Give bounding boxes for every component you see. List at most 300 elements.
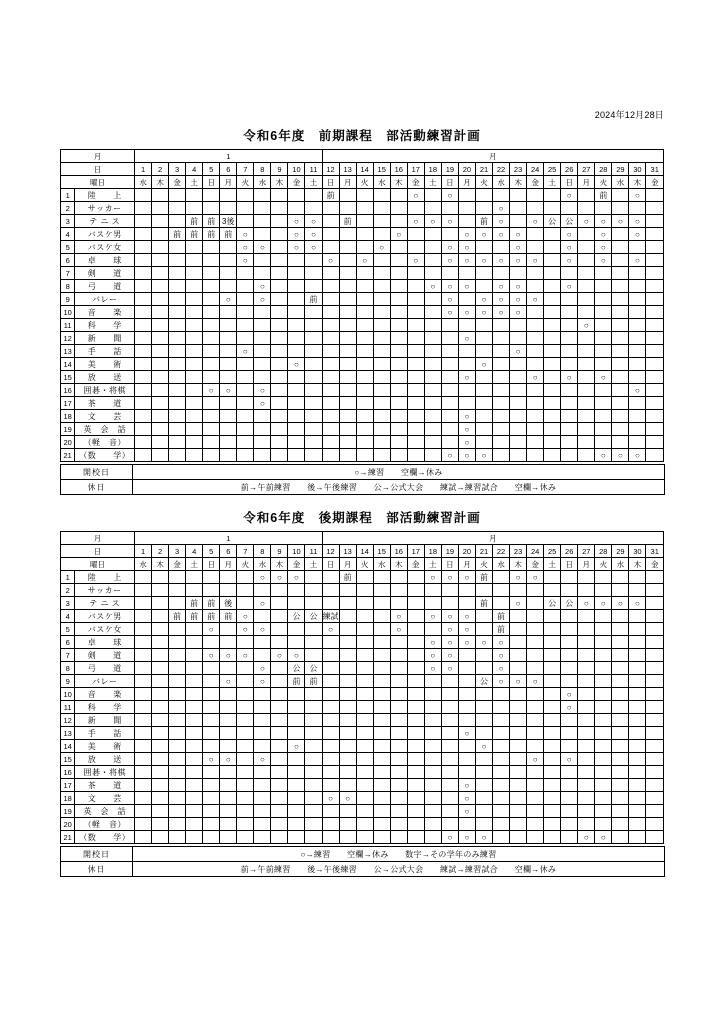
schedule-cell	[271, 831, 288, 844]
schedule-cell	[629, 662, 646, 675]
day-header: 7	[237, 163, 254, 176]
club-number: 16	[61, 384, 75, 397]
day-header: 14	[356, 545, 373, 558]
schedule-cell	[305, 189, 322, 202]
schedule-cell	[373, 753, 390, 766]
club-name: 文 芸	[75, 792, 135, 805]
schedule-cell	[527, 714, 544, 727]
schedule-cell	[561, 384, 578, 397]
schedule-cell	[305, 636, 322, 649]
schedule-cell	[646, 818, 664, 831]
schedule-cell	[493, 423, 510, 436]
schedule-cell: ○	[237, 649, 254, 662]
header-label-month: 月	[61, 532, 135, 545]
day-header: 26	[561, 545, 578, 558]
weekday-header: 土	[305, 176, 322, 189]
schedule-cell	[271, 241, 288, 254]
schedule-cell	[203, 319, 220, 332]
club-name: 手 話	[75, 345, 135, 358]
club-number: 9	[61, 293, 75, 306]
schedule-cell	[339, 779, 356, 792]
schedule-cell	[561, 423, 578, 436]
schedule-cell	[220, 714, 237, 727]
schedule-cell	[373, 662, 390, 675]
schedule-cell	[135, 571, 152, 584]
weekday-header: 土	[424, 176, 441, 189]
schedule-cell	[169, 254, 186, 267]
schedule-cell	[373, 584, 390, 597]
schedule-cell: ○	[390, 228, 407, 241]
schedule-cell	[646, 636, 664, 649]
schedule-cell	[561, 410, 578, 423]
schedule-cell	[578, 436, 595, 449]
schedule-cell	[629, 753, 646, 766]
schedule-cell: 前	[186, 215, 203, 228]
schedule-cell	[152, 371, 169, 384]
schedule-cell	[646, 779, 664, 792]
schedule-cell	[271, 662, 288, 675]
schedule-cell	[186, 397, 203, 410]
schedule-cell	[441, 584, 458, 597]
schedule-cell	[578, 805, 595, 818]
schedule-cell	[646, 766, 664, 779]
schedule-cell	[441, 423, 458, 436]
day-header: 22	[493, 545, 510, 558]
schedule-cell	[135, 818, 152, 831]
schedule-cell	[135, 397, 152, 410]
schedule-cell: ○	[595, 228, 612, 241]
schedule-cell	[424, 436, 441, 449]
schedule-cell	[237, 358, 254, 371]
club-number: 2	[61, 202, 75, 215]
day-header: 21	[475, 545, 492, 558]
schedule-cell	[578, 332, 595, 345]
schedule-cell	[646, 306, 664, 319]
day-header: 16	[390, 163, 407, 176]
schedule-cell	[527, 766, 544, 779]
schedule-cell	[237, 449, 254, 462]
weekday-header: 月	[458, 176, 475, 189]
weekday-header: 金	[288, 558, 305, 571]
schedule-cell	[527, 358, 544, 371]
schedule-cell	[203, 571, 220, 584]
schedule-cell: ○	[629, 384, 646, 397]
schedule-cell	[288, 779, 305, 792]
schedule-cell	[288, 831, 305, 844]
header-row-weekday	[61, 176, 664, 189]
schedule-cell	[407, 202, 424, 215]
schedule-cell	[339, 597, 356, 610]
schedule-cell	[135, 805, 152, 818]
schedule-cell	[441, 779, 458, 792]
schedule-cell	[339, 397, 356, 410]
weekday-header: 金	[407, 558, 424, 571]
schedule-cell	[475, 410, 492, 423]
schedule-cell	[646, 792, 664, 805]
schedule-cell	[629, 831, 646, 844]
schedule-cell	[254, 727, 271, 740]
schedule-cell	[305, 792, 322, 805]
schedule-cell	[458, 688, 475, 701]
club-name: （数 学）	[75, 831, 135, 844]
club-number: 14	[61, 358, 75, 371]
schedule-cell	[493, 397, 510, 410]
schedule-cell	[646, 280, 664, 293]
schedule-cell	[322, 636, 339, 649]
weekday-header: 火	[475, 176, 492, 189]
schedule-cell: ○	[237, 345, 254, 358]
schedule-cell: ○	[254, 571, 271, 584]
schedule-cell	[646, 319, 664, 332]
schedule-cell	[373, 701, 390, 714]
schedule-cell	[510, 805, 527, 818]
schedule-cell: ○	[237, 254, 254, 267]
schedule-cell	[646, 623, 664, 636]
schedule-cell	[152, 436, 169, 449]
schedule-cell: ○	[527, 215, 544, 228]
schedule-cell	[561, 202, 578, 215]
club-name: 卓 球	[75, 254, 135, 267]
schedule-cell	[612, 636, 629, 649]
schedule-cell	[237, 753, 254, 766]
schedule-cell	[527, 818, 544, 831]
schedule-cell: ○	[510, 228, 527, 241]
schedule-cell	[356, 714, 373, 727]
schedule-cell	[646, 740, 664, 753]
schedule-cell	[595, 410, 612, 423]
schedule-cell: ○	[441, 189, 458, 202]
schedule-cell: ○	[203, 384, 220, 397]
schedule-cell	[407, 662, 424, 675]
schedule-cell: ○	[254, 384, 271, 397]
schedule-cell	[441, 727, 458, 740]
schedule-cell	[186, 662, 203, 675]
schedule-cell	[544, 753, 561, 766]
schedule-cell	[441, 675, 458, 688]
schedule-cell	[169, 636, 186, 649]
schedule-cell	[578, 701, 595, 714]
schedule-cell: 前	[322, 189, 339, 202]
schedule-cell	[390, 202, 407, 215]
schedule-cell	[152, 571, 169, 584]
club-number: 8	[61, 280, 75, 293]
schedule-cell	[544, 332, 561, 345]
schedule-cell	[475, 662, 492, 675]
schedule-cell	[339, 649, 356, 662]
schedule-cell	[527, 332, 544, 345]
schedule-cell: ○	[475, 831, 492, 844]
schedule-cell: ○	[561, 753, 578, 766]
schedule-cell	[288, 727, 305, 740]
schedule-cell	[254, 410, 271, 423]
schedule-cell: ○	[288, 228, 305, 241]
schedule-cell	[475, 280, 492, 293]
day-header: 19	[441, 545, 458, 558]
schedule-cell	[254, 254, 271, 267]
club-number: 6	[61, 636, 75, 649]
day-header: 2	[152, 545, 169, 558]
schedule-cell	[135, 241, 152, 254]
schedule-cell	[135, 649, 152, 662]
schedule-cell	[578, 241, 595, 254]
schedule-cell	[254, 714, 271, 727]
schedule-cell	[271, 397, 288, 410]
table-row	[61, 623, 664, 636]
schedule-cell	[271, 384, 288, 397]
schedule-cell	[373, 597, 390, 610]
schedule-cell	[475, 241, 492, 254]
schedule-cell	[595, 384, 612, 397]
schedule-cell: 前	[186, 610, 203, 623]
schedule-cell	[186, 623, 203, 636]
schedule-cell	[646, 410, 664, 423]
schedule-cell	[527, 410, 544, 423]
schedule-cell	[339, 371, 356, 384]
legend-label: 休日	[61, 862, 133, 877]
schedule-cell	[152, 688, 169, 701]
schedule-cell	[612, 410, 629, 423]
schedule-cell	[646, 384, 664, 397]
month-value: 1	[135, 532, 323, 545]
schedule-cell	[527, 779, 544, 792]
schedule-cell: ○	[527, 293, 544, 306]
schedule-cell	[544, 436, 561, 449]
schedule-cell	[475, 792, 492, 805]
schedule-cell	[527, 345, 544, 358]
schedule-cell	[475, 805, 492, 818]
schedule-cell: ○	[493, 215, 510, 228]
schedule-cell	[544, 818, 561, 831]
schedule-cell	[646, 688, 664, 701]
schedule-cell	[271, 449, 288, 462]
schedule-cell	[288, 753, 305, 766]
schedule-cell	[612, 649, 629, 662]
schedule-cell	[424, 384, 441, 397]
schedule-cell	[152, 649, 169, 662]
schedule-cell	[612, 332, 629, 345]
day-header: 19	[441, 163, 458, 176]
schedule-cell	[424, 267, 441, 280]
schedule-cell	[203, 805, 220, 818]
schedule-cell	[254, 228, 271, 241]
schedule-cell	[578, 571, 595, 584]
schedule-cell	[390, 636, 407, 649]
schedule-cell	[135, 267, 152, 280]
schedule-cell: 3後	[220, 215, 237, 228]
schedule-cell	[475, 610, 492, 623]
schedule-cell: ○	[441, 280, 458, 293]
schedule-body-first-term	[61, 150, 664, 462]
schedule-cell: ○	[493, 306, 510, 319]
header-label-weekday: 曜日	[61, 176, 135, 189]
schedule-cell: 前	[203, 215, 220, 228]
schedule-cell	[629, 805, 646, 818]
schedule-cell	[271, 610, 288, 623]
schedule-cell	[186, 306, 203, 319]
schedule-cell	[135, 792, 152, 805]
schedule-cell	[493, 319, 510, 332]
schedule-cell	[441, 701, 458, 714]
schedule-cell	[441, 332, 458, 345]
schedule-cell	[186, 779, 203, 792]
schedule-cell	[373, 358, 390, 371]
schedule-cell	[373, 228, 390, 241]
schedule-cell	[322, 584, 339, 597]
schedule-cell: ○	[441, 636, 458, 649]
schedule-cell	[152, 597, 169, 610]
schedule-cell	[220, 345, 237, 358]
schedule-cell	[544, 662, 561, 675]
schedule-cell	[373, 727, 390, 740]
schedule-cell	[135, 727, 152, 740]
schedule-cell	[407, 293, 424, 306]
schedule-cell	[322, 805, 339, 818]
schedule-cell: ○	[373, 241, 390, 254]
schedule-cell	[527, 189, 544, 202]
schedule-cell	[254, 649, 271, 662]
schedule-cell	[271, 436, 288, 449]
schedule-cell	[135, 254, 152, 267]
schedule-cell	[271, 584, 288, 597]
schedule-cell: ○	[629, 597, 646, 610]
schedule-cell	[629, 714, 646, 727]
schedule-cell	[135, 345, 152, 358]
schedule-cell: ○	[458, 410, 475, 423]
schedule-cell	[458, 675, 475, 688]
schedule-cell	[356, 215, 373, 228]
club-number: 7	[61, 267, 75, 280]
table-row	[61, 254, 664, 267]
club-number: 19	[61, 423, 75, 436]
club-name: バスケ男	[75, 228, 135, 241]
schedule-cell	[339, 688, 356, 701]
schedule-cell: ○	[424, 215, 441, 228]
schedule-cell	[390, 727, 407, 740]
schedule-cell	[612, 267, 629, 280]
schedule-cell	[186, 332, 203, 345]
schedule-cell	[186, 436, 203, 449]
header-row-month	[61, 532, 664, 545]
weekday-header: 金	[527, 176, 544, 189]
weekday-header: 土	[186, 558, 203, 571]
schedule-cell	[441, 805, 458, 818]
schedule-cell	[493, 267, 510, 280]
schedule-cell	[203, 701, 220, 714]
schedule-cell: 前	[203, 597, 220, 610]
day-header: 5	[203, 545, 220, 558]
schedule-cell	[510, 636, 527, 649]
schedule-cell	[527, 597, 544, 610]
schedule-cell	[356, 189, 373, 202]
schedule-cell	[612, 610, 629, 623]
schedule-cell	[527, 792, 544, 805]
schedule-section-first-term	[60, 126, 664, 495]
weekday-header: 火	[595, 176, 612, 189]
schedule-cell	[339, 306, 356, 319]
schedule-cell	[544, 688, 561, 701]
schedule-cell	[527, 831, 544, 844]
schedule-cell	[373, 280, 390, 293]
club-name: 卓 球	[75, 636, 135, 649]
table-row	[61, 371, 664, 384]
schedule-cell	[271, 215, 288, 228]
schedule-cell	[407, 306, 424, 319]
schedule-cell	[407, 727, 424, 740]
table-row	[61, 267, 664, 280]
schedule-cell	[305, 449, 322, 462]
day-header: 29	[612, 545, 629, 558]
weekday-header: 土	[186, 176, 203, 189]
schedule-cell	[441, 345, 458, 358]
schedule-cell	[629, 584, 646, 597]
schedule-cell	[169, 436, 186, 449]
schedule-cell	[203, 449, 220, 462]
schedule-cell	[135, 831, 152, 844]
schedule-cell: ○	[254, 675, 271, 688]
schedule-cell: ○	[475, 254, 492, 267]
club-name: （数 学）	[75, 449, 135, 462]
schedule-cell	[458, 753, 475, 766]
schedule-cell	[169, 241, 186, 254]
schedule-cell	[458, 319, 475, 332]
club-name: 陸 上	[75, 189, 135, 202]
schedule-cell: ○	[254, 662, 271, 675]
schedule-cell: ○	[458, 623, 475, 636]
schedule-cell	[186, 410, 203, 423]
schedule-cell	[152, 662, 169, 675]
schedule-cell	[220, 831, 237, 844]
schedule-cell	[339, 254, 356, 267]
schedule-cell	[305, 714, 322, 727]
schedule-cell	[237, 384, 254, 397]
schedule-cell	[186, 753, 203, 766]
schedule-cell	[612, 740, 629, 753]
schedule-cell	[646, 831, 664, 844]
schedule-cell: 前	[288, 675, 305, 688]
schedule-cell	[339, 662, 356, 675]
club-number: 21	[61, 831, 75, 844]
schedule-cell	[561, 675, 578, 688]
schedule-cell	[475, 384, 492, 397]
schedule-cell	[475, 319, 492, 332]
schedule-cell	[373, 818, 390, 831]
schedule-cell	[475, 727, 492, 740]
schedule-cell	[390, 714, 407, 727]
schedule-cell	[441, 384, 458, 397]
schedule-cell	[203, 306, 220, 319]
schedule-section-latter-term	[60, 508, 664, 877]
day-header: 9	[271, 545, 288, 558]
schedule-cell	[578, 202, 595, 215]
schedule-cell	[407, 831, 424, 844]
schedule-cell	[458, 293, 475, 306]
schedule-cell: ○	[271, 649, 288, 662]
schedule-cell	[152, 636, 169, 649]
schedule-cell	[135, 662, 152, 675]
schedule-cell	[646, 215, 664, 228]
legend-table-latter-term	[60, 846, 665, 877]
schedule-cell	[254, 215, 271, 228]
schedule-cell	[493, 805, 510, 818]
weekday-header: 水	[373, 176, 390, 189]
club-name: （軽 音）	[75, 818, 135, 831]
legend-row	[61, 465, 665, 480]
schedule-cell	[152, 345, 169, 358]
schedule-cell	[203, 792, 220, 805]
schedule-cell	[356, 766, 373, 779]
legend-row	[61, 847, 665, 862]
schedule-cell	[186, 649, 203, 662]
